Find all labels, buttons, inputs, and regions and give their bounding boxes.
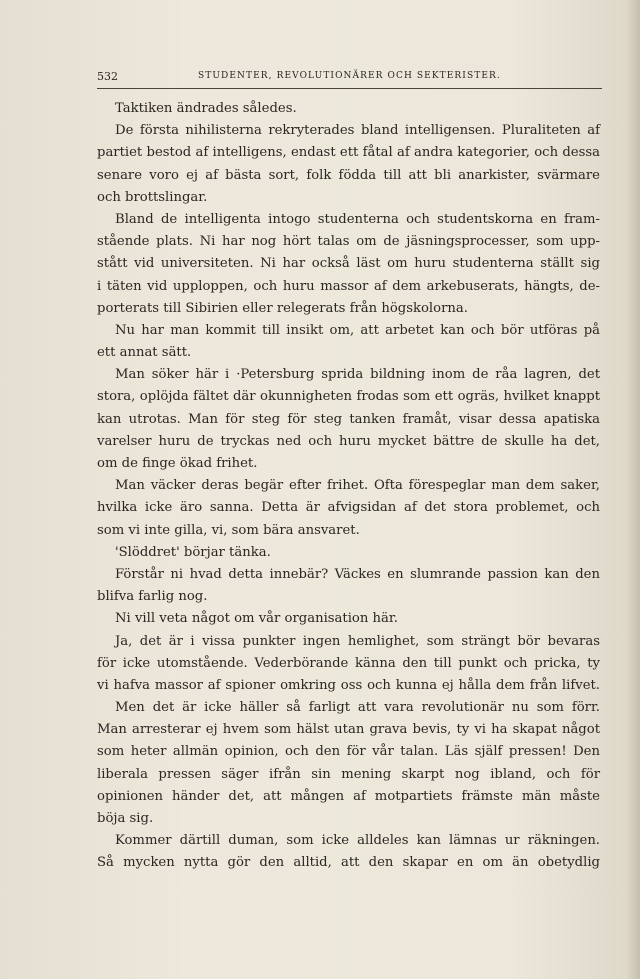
text-line: hvilka icke äro sanna. Detta är afvigsidan af det stora problemet, och (97, 500, 600, 516)
text-line: i täten vid upploppen, och huru massor af dem arkebuserats, hängts, de- (97, 278, 600, 294)
text-line: 'Slöddret' börjar tänka. (115, 544, 271, 560)
text-line: Men det är icke häller så farligt att vara revolutionär nu som förr. (115, 700, 600, 716)
text-line: porterats till Sibirien eller relegerats från högskolorna. (97, 300, 468, 316)
running-title: STUDENTER, REVOLUTIONÄRER OCH SEKTERISTER. (198, 71, 501, 81)
text-line: ett annat sätt. (97, 345, 192, 361)
text-line: om de finge ökad frihet. (97, 456, 258, 471)
page-number: 532 (97, 70, 118, 83)
text-line: som heter allmän opinion, och den för vår talan. Läs själf pressen! Den (97, 744, 600, 760)
text-line: och brottslingar. (97, 189, 208, 205)
text-line: kan utrotas. Man för steg för steg tanken framåt, visar dessa apatiska (97, 411, 600, 427)
text-line: Ni vill veta något om vår organisation här. (115, 611, 398, 627)
page-edge-shadow (626, 0, 640, 979)
text-line: Man arresterar ej hvem som hälst utan grava bevis, ty vi ha skapat något (97, 722, 600, 738)
text-line: Man söker här i ·Petersburg sprida bildning inom de råa lagren, det (115, 367, 600, 383)
text-line: Bland de intelligenta intogo studenterna och studentskorna en fram- (115, 211, 600, 227)
body-text (97, 98, 600, 875)
text-line: Man väcker deras begär efter frihet. Ofta förespeglar man dem saker, (115, 478, 600, 494)
text-line: vi hafva massor af spioner omkring oss och kunna ej hålla dem från lifvet. (97, 677, 600, 693)
text-line: böja sig. (97, 811, 154, 826)
text-line: partiet bestod af intelligens, endast ett fåtal af andra kategorier, och dessa (97, 145, 600, 161)
text-line: stått vid universiteten. Ni har också läst om huru studenterna ställt sig (97, 256, 600, 272)
header-rule (97, 88, 602, 89)
text-line: stora, oplöjda fältet där okunnigheten frodas som ett ogräs, hvilket knappt (97, 389, 600, 405)
text-line: Förstår ni hvad detta innebär? Väckes en slumrande passion kan den (115, 566, 600, 582)
text-line: varelser huru de tryckas ned och huru mycket bättre de skulle ha det, (97, 433, 600, 449)
text-line: blifva farlig nog. (97, 589, 208, 605)
text-line: som vi inte gilla, vi, som bära ansvaret. (97, 522, 360, 538)
text-line: Ja, det är i vissa punkter ingen hemlighet, som strängt bör bevaras (115, 633, 600, 649)
text-line: Kommer därtill duman, som icke alldeles kan lämnas ur räkningen. (115, 833, 600, 849)
text-line: senare voro ej af bästa sort, folk födda till att bli anarkister, svärmare (97, 167, 600, 183)
text-line: Nu har man kommit till insikt om, att arbetet kan och bör utföras på (115, 322, 600, 338)
text-line: Så mycken nytta gör den alltid, att den skapar en om än obetydlig (97, 855, 600, 871)
running-head (97, 70, 601, 88)
text-line: Taktiken ändrades således. (115, 101, 297, 116)
text-line: stående plats. Ni har nog hört talas om de jäsningsprocesser, som upp- (97, 234, 600, 250)
text-line: opinionen händer det, att mången af motpartiets främste män måste (97, 788, 600, 804)
text-line: för icke utomstående. Vederbörande känna den till punkt och pricka, ty (97, 655, 600, 671)
text-line: De första nihilisterna rekryterades bland intelligensen. Pluraliteten af (115, 123, 600, 139)
text-line: liberala pressen säger ifrån sin mening skarpt nog ibland, och för (97, 766, 600, 782)
